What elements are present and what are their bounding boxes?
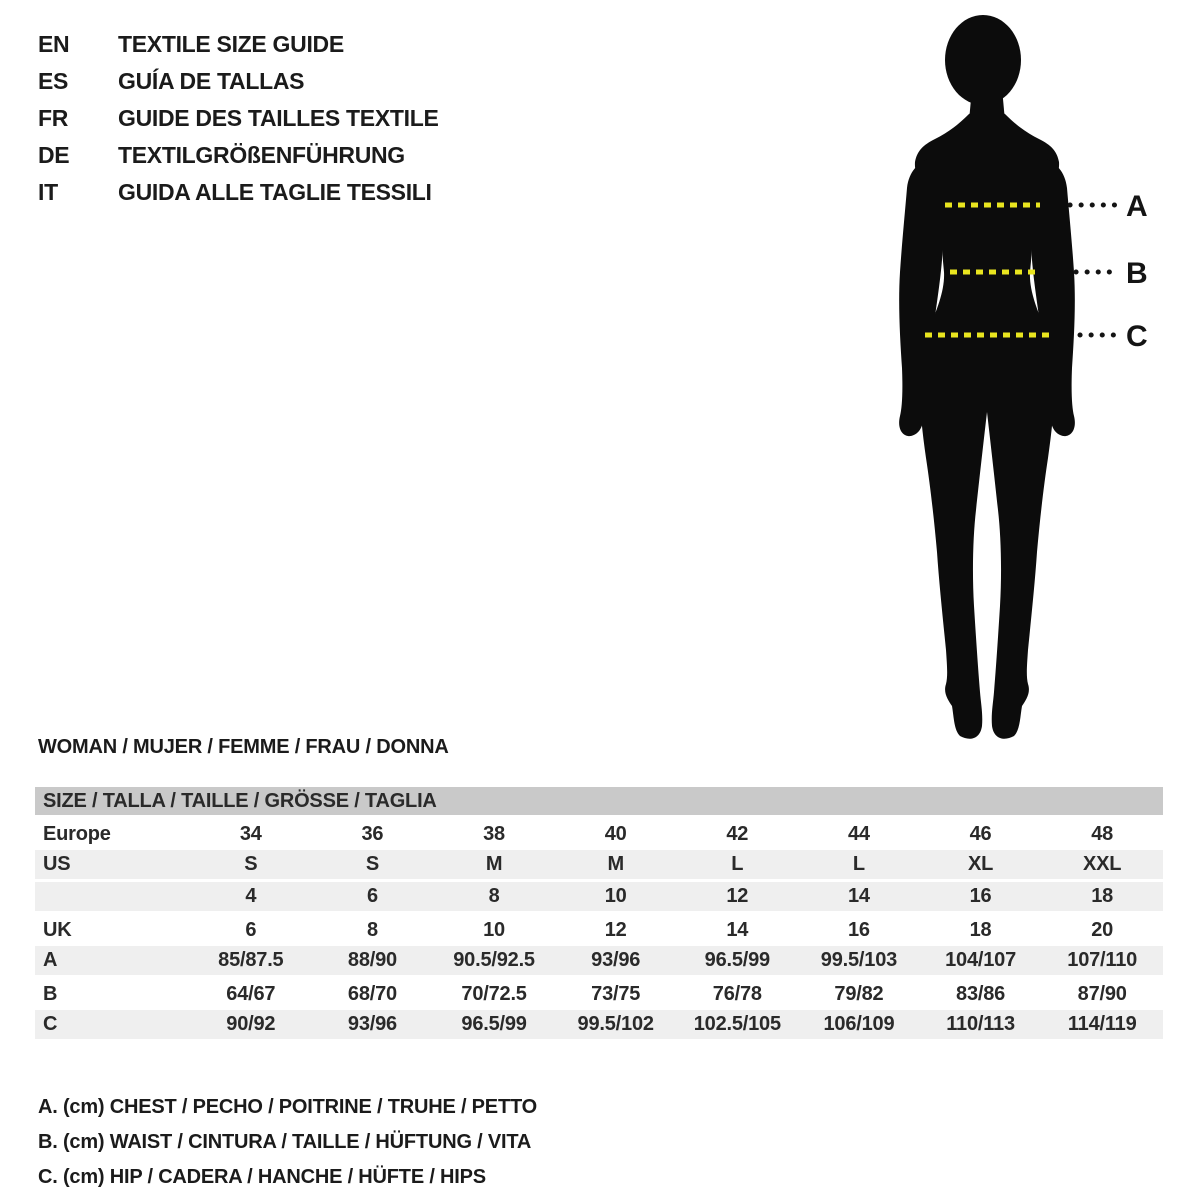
size-cell: 70/72.5 bbox=[461, 982, 527, 1005]
guide-title: GUÍA DE TALLAS bbox=[118, 68, 305, 94]
size-cell: S bbox=[312, 850, 434, 882]
size-cell: 14 bbox=[726, 918, 749, 941]
language-row bbox=[38, 100, 439, 137]
row-label bbox=[35, 882, 190, 914]
size-cell: 18 bbox=[969, 918, 992, 941]
size-cell: 14 bbox=[798, 882, 920, 914]
size-cell: 93/96 bbox=[555, 946, 677, 978]
size-cell: 44 bbox=[848, 822, 870, 845]
size-cell: 107/110 bbox=[1041, 946, 1163, 978]
size-cell: 73/75 bbox=[591, 982, 641, 1005]
size-cell: XXL bbox=[1041, 850, 1163, 882]
language-row bbox=[38, 63, 439, 100]
language-row bbox=[38, 137, 439, 174]
size-cell: 4 bbox=[190, 882, 312, 914]
size-cell: 42 bbox=[726, 822, 749, 845]
legend-item: A. (cm) CHEST / PECHO / POITRINE / TRUHE / PETTO bbox=[38, 1096, 537, 1118]
language-row bbox=[38, 26, 439, 63]
size-cell: 10 bbox=[555, 882, 677, 914]
size-cell: 40 bbox=[604, 822, 627, 845]
legend-item: B. (cm) WAIST / CINTURA / TAILLE / HÜFTUNG / VITA bbox=[38, 1131, 532, 1153]
size-cell: 20 bbox=[1091, 918, 1114, 941]
size-cell: 16 bbox=[920, 882, 1042, 914]
language-code: FR bbox=[38, 105, 69, 131]
size-cell: 110/113 bbox=[920, 1010, 1042, 1042]
hip-label: C bbox=[1126, 320, 1148, 353]
row-label: US bbox=[35, 850, 190, 882]
size-cell: 12 bbox=[604, 918, 627, 941]
size-cell: 12 bbox=[677, 882, 799, 914]
measurement-legend bbox=[38, 1090, 537, 1195]
size-cell: 93/96 bbox=[312, 1010, 434, 1042]
size-cell: 106/109 bbox=[798, 1010, 920, 1042]
guide-title: TEXTILGRÖßENFÜHRUNG bbox=[118, 142, 405, 168]
language-code: ES bbox=[38, 68, 69, 94]
waist-label: B bbox=[1126, 257, 1148, 290]
size-cell: 10 bbox=[483, 918, 505, 941]
table-row bbox=[35, 850, 1163, 882]
size-cell: 114/119 bbox=[1041, 1010, 1163, 1042]
size-cell: 68/70 bbox=[347, 982, 397, 1005]
row-label: A bbox=[35, 946, 190, 978]
size-cell: 83/86 bbox=[956, 982, 1006, 1005]
size-cell: 90/92 bbox=[190, 1010, 312, 1042]
language-row bbox=[38, 174, 439, 211]
size-cell: 46 bbox=[969, 822, 992, 845]
chest-label: A bbox=[1126, 190, 1148, 223]
size-cell: 96.5/99 bbox=[677, 946, 799, 978]
guide-title: GUIDA ALLE TAGLIE TESSILI bbox=[118, 179, 432, 205]
size-cell: 8 bbox=[366, 918, 378, 941]
row-label: Europe bbox=[43, 822, 111, 845]
size-cell: 87/90 bbox=[1077, 982, 1127, 1005]
legend-item: C. (cm) HIP / CADERA / HANCHE / HÜFTE / HIPS bbox=[38, 1166, 486, 1188]
table-row bbox=[35, 914, 1163, 946]
size-cell: 48 bbox=[1091, 822, 1114, 845]
language-code: IT bbox=[38, 179, 58, 205]
measurement-figure bbox=[830, 10, 1170, 750]
size-table-wrap bbox=[35, 818, 1163, 1042]
size-cell: S bbox=[190, 850, 312, 882]
language-title-block bbox=[38, 26, 439, 211]
guide-title: TEXTILE SIZE GUIDE bbox=[118, 31, 344, 57]
row-label: B bbox=[43, 982, 58, 1005]
size-cell: 64/67 bbox=[226, 982, 276, 1005]
section-title-woman: WOMAN / MUJER / FEMME / FRAU / DONNA bbox=[38, 736, 449, 758]
size-cell: 16 bbox=[848, 918, 870, 941]
size-cell: M bbox=[555, 850, 677, 882]
size-cell: 96.5/99 bbox=[433, 1010, 555, 1042]
language-code: DE bbox=[38, 142, 70, 168]
size-cell: M bbox=[433, 850, 555, 882]
size-cell: L bbox=[798, 850, 920, 882]
size-cell: L bbox=[677, 850, 799, 882]
row-label: C bbox=[35, 1010, 190, 1042]
size-table bbox=[35, 818, 1163, 1042]
size-table-header: SIZE / TALLA / TAILLE / GRÖSSE / TAGLIA bbox=[35, 787, 1163, 815]
size-cell: 85/87.5 bbox=[190, 946, 312, 978]
size-table-body bbox=[35, 818, 1163, 1042]
size-cell: 104/107 bbox=[920, 946, 1042, 978]
table-row bbox=[35, 978, 1163, 1010]
table-row bbox=[35, 882, 1163, 914]
size-cell: 99.5/103 bbox=[798, 946, 920, 978]
size-cell: 102.5/105 bbox=[677, 1010, 799, 1042]
guide-title: GUIDE DES TAILLES TEXTILE bbox=[118, 105, 439, 131]
size-cell: XL bbox=[920, 850, 1042, 882]
table-row bbox=[35, 1010, 1163, 1042]
size-cell: 34 bbox=[239, 822, 262, 845]
table-row bbox=[35, 946, 1163, 978]
size-cell: 90.5/92.5 bbox=[433, 946, 555, 978]
size-cell: 18 bbox=[1041, 882, 1163, 914]
size-cell: 6 bbox=[245, 918, 257, 941]
size-cell: 6 bbox=[312, 882, 434, 914]
size-cell: 8 bbox=[433, 882, 555, 914]
table-row bbox=[35, 818, 1163, 850]
size-cell: 76/78 bbox=[712, 982, 762, 1005]
size-cell: 38 bbox=[483, 822, 505, 845]
size-cell: 88/90 bbox=[312, 946, 434, 978]
woman-silhouette-icon bbox=[899, 15, 1075, 739]
row-label: UK bbox=[43, 918, 72, 941]
language-code: EN bbox=[38, 31, 70, 57]
size-cell: 36 bbox=[361, 822, 384, 845]
size-cell: 79/82 bbox=[834, 982, 884, 1005]
size-cell: 99.5/102 bbox=[555, 1010, 677, 1042]
